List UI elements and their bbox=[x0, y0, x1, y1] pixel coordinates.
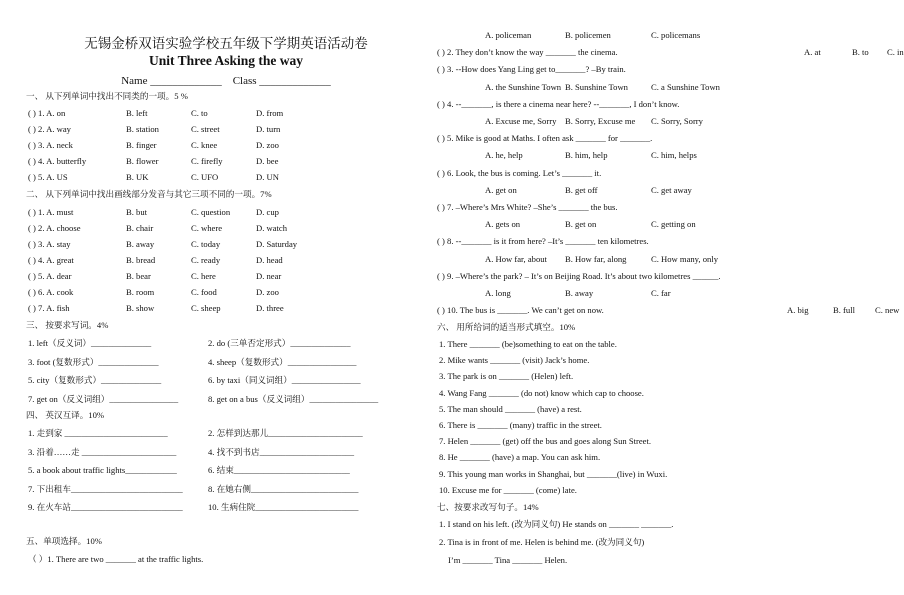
option-c: C. firefly bbox=[191, 156, 223, 166]
section-6-heading: 六、 用所给词的适当形式填空。10% bbox=[437, 322, 576, 332]
mc-inline-option: C. new bbox=[875, 305, 900, 316]
question-row-label: ( ) 5. A. dear bbox=[28, 271, 72, 281]
mc-inline-option: A. at bbox=[804, 47, 821, 58]
mc-option-c: C. getting on bbox=[651, 219, 696, 230]
worksheet-title: 无锡金桥双语实验学校五年级下学期英语活动卷 bbox=[84, 36, 368, 51]
fill-in-sentence: 8. He _______ (have) a map. You can ask him. bbox=[439, 452, 601, 463]
word-task-right: 4. sheep（复数形式）________________ bbox=[208, 356, 357, 367]
option-d: D. head bbox=[256, 255, 283, 265]
mc-option-b: B. How far, along bbox=[565, 253, 627, 264]
option-c: C. ready bbox=[191, 255, 221, 265]
rewrite-sentence: I’m _______ Tina _______ Helen. bbox=[448, 555, 568, 565]
question-row-label: ( ) 1. A. must bbox=[28, 207, 74, 217]
word-task-left: 7. get on（反义词组）________________ bbox=[28, 393, 179, 404]
mc-line: ( ) 5. Mike is good at Maths. I often ask _______ for _______. bbox=[437, 133, 653, 144]
mc-line: ( ) 8. --_______ is it from here? –It’s _______ ten kilometres. bbox=[437, 236, 649, 247]
option-d: D. near bbox=[256, 271, 282, 281]
mc-option-b: B. away bbox=[565, 288, 594, 298]
mc-option-c: C. get away bbox=[651, 184, 692, 195]
mc-option-b: B. Sorry, Excuse me bbox=[565, 116, 636, 126]
translation-right: 10. 生病住院________________________ bbox=[208, 502, 359, 512]
option-c: C. UFO bbox=[191, 172, 219, 182]
option-d: D. cup bbox=[256, 207, 279, 217]
mc-line: ( ) 6. Look, the bus is coming. Let’s _______ it. bbox=[437, 167, 602, 178]
section-7-heading: 七、按要求改写句子。14% bbox=[437, 502, 539, 512]
mc-line: ( ) 7. –Where’s Mrs White? –She’s _______ the bus. bbox=[437, 202, 618, 212]
option-c: C. where bbox=[191, 223, 223, 233]
translation-left: 5. a book about traffic lights____________ bbox=[28, 465, 177, 475]
mc-option-c: C. a Sunshine Town bbox=[651, 81, 720, 92]
question-row-label: ( ) 4. A. great bbox=[28, 255, 74, 265]
question-row-label: ( ) 5. A. US bbox=[28, 172, 68, 182]
mc-line: A. get on bbox=[485, 184, 517, 195]
translation-left: 1. 走到家 ________________________ bbox=[28, 428, 168, 438]
section-4-heading: 四、 英汉互译。10% bbox=[26, 410, 105, 420]
unit-title: Unit Three Asking the way bbox=[148, 53, 304, 68]
fill-in-sentence: 2. Mike wants _______ (visit) Jack’s home. bbox=[439, 355, 590, 366]
option-b: B. bear bbox=[126, 271, 151, 281]
translation-left: 9. 在火车站__________________________ bbox=[28, 502, 183, 512]
option-b: B. but bbox=[126, 207, 148, 217]
mc-option-b: B. get on bbox=[565, 219, 597, 230]
mc-option-c: C. far bbox=[651, 288, 671, 298]
translation-left: 7. 下出租车__________________________ bbox=[28, 483, 183, 494]
question-row-label: ( ) 4. A. butterfly bbox=[28, 156, 87, 166]
option-d: D. three bbox=[256, 303, 284, 313]
option-c: C. sheep bbox=[191, 303, 221, 313]
option-d: D. zoo bbox=[256, 140, 279, 150]
option-d: D. UN bbox=[256, 172, 279, 182]
option-d: D. bee bbox=[256, 156, 279, 166]
translation-right: 6. 结束___________________________ bbox=[208, 465, 350, 475]
name-class-line bbox=[26, 75, 426, 87]
mc-line: ( ) 3. --How does Yang Ling get to_______? –By train. bbox=[437, 64, 626, 75]
translation-right: 2. 怎样到达那儿______________________ bbox=[208, 428, 363, 438]
mc-option-c: C. policemans bbox=[651, 30, 701, 40]
fill-in-sentence: 7. Helen _______ (get) off the bus and goes along Sun Street. bbox=[439, 436, 652, 447]
option-c: C. question bbox=[191, 207, 231, 217]
fill-in-sentence: 5. The man should _______ (have) a rest. bbox=[439, 403, 582, 414]
mc-line: A. the Sunshine Town bbox=[485, 81, 562, 92]
option-d: D. from bbox=[256, 108, 284, 118]
rewrite-sentence: 2. Tina is in front of me. Helen is behind me. (改为同义句) bbox=[439, 537, 645, 547]
section-1-heading: 一、 从下列单词中找出不同类的一项。5 % bbox=[26, 91, 188, 101]
class-field[interactable]: Class _____________ bbox=[232, 75, 331, 87]
word-task-right: 2. do (三单否定形式）______________ bbox=[208, 338, 351, 348]
section-3-heading: 三、 按要求写词。4% bbox=[26, 320, 109, 330]
question-row-label: ( ) 3. A. stay bbox=[28, 239, 71, 249]
option-c: C. to bbox=[191, 108, 208, 118]
option-b: B. show bbox=[126, 303, 155, 313]
fill-in-sentence: 6. There is _______ (many) traffic in the street. bbox=[439, 420, 602, 430]
mc-line: ( ) 9. –Where’s the park? – It’s on Beijing Road. It’s about two kilometres ______. bbox=[437, 270, 721, 281]
section-5-heading: 五、单项选择。10% bbox=[26, 536, 102, 546]
option-d: D. zoo bbox=[256, 287, 279, 297]
name-field[interactable]: Name _____________ bbox=[121, 75, 222, 87]
word-task-left: 1. left（反义词）______________ bbox=[28, 338, 152, 348]
mc-line: A. he, help bbox=[485, 150, 523, 161]
word-task-right: 8. get on a bus（反义词组）________________ bbox=[208, 393, 379, 404]
option-d: D. Saturday bbox=[256, 239, 298, 249]
fill-in-sentence: 1. There _______ (be)something to eat on the table. bbox=[439, 339, 617, 349]
section-2-heading: 二、 从下列单词中找出画线部分发音与其它三项不同的一项。7% bbox=[26, 189, 272, 199]
option-d: D. watch bbox=[256, 223, 288, 233]
option-b: B. flower bbox=[126, 156, 159, 166]
translation-right: 8. 在她右侧_________________________ bbox=[208, 483, 359, 494]
mc-option-c: C. How many, only bbox=[651, 253, 718, 264]
mc-inline-option: B. full bbox=[833, 305, 855, 316]
question-row-label: ( ) 1. A. on bbox=[28, 108, 66, 118]
translation-right: 4. 找不到书店______________________ bbox=[208, 446, 355, 457]
option-b: B. station bbox=[126, 124, 159, 134]
question-row-label: ( ) 6. A. cook bbox=[28, 287, 74, 297]
mc-option-b: B. him, help bbox=[565, 150, 608, 161]
mc-line: A. Excuse me, Sorry bbox=[485, 116, 557, 126]
fill-in-sentence: 10. Excuse me for _______ (come) late. bbox=[439, 484, 577, 495]
option-c: C. street bbox=[191, 124, 220, 134]
mc-inline-option: A. big bbox=[787, 305, 809, 316]
mc-inline-option: B. to bbox=[852, 47, 869, 58]
mc-line: ( ) 4. --_______, is there a cinema near here? --_______, I don’t know. bbox=[437, 98, 680, 109]
fill-in-sentence: 3. The park is on _______ (Helen) left. bbox=[439, 371, 574, 382]
option-c: C. here bbox=[191, 271, 216, 281]
mc-line: ( ) 2. They don’t know the way _______ the cinema. bbox=[437, 47, 618, 58]
word-task-left: 5. city（复数形式）______________ bbox=[28, 375, 162, 385]
option-b: B. UK bbox=[126, 172, 149, 182]
word-task-left: 3. foot (复数形式）______________ bbox=[28, 356, 159, 367]
question-row-label: ( ) 2. A. way bbox=[28, 124, 71, 134]
fill-in-sentence: 9. This young man works in Shanghai, but _______(live) in Wuxi. bbox=[439, 468, 668, 479]
option-c: C. knee bbox=[191, 140, 218, 150]
word-task-right: 6. by taxi（同义词组）________________ bbox=[208, 375, 361, 385]
fill-in-sentence: 4. Wang Fang _______ (do not) know which cap to choose. bbox=[439, 387, 644, 398]
mc-inline-option: C. in bbox=[887, 47, 904, 58]
option-b: B. room bbox=[126, 287, 155, 297]
rewrite-sentence: 1. I stand on his left. (改为同义句) He stands on _______ _______. bbox=[439, 519, 674, 529]
mc-line: A. long bbox=[485, 288, 511, 298]
question-row-label: ( ) 7. A. fish bbox=[28, 303, 70, 313]
option-c: C. today bbox=[191, 239, 221, 249]
question-row-label: ( ) 2. A. choose bbox=[28, 223, 81, 233]
mc-line: A. gets on bbox=[485, 219, 521, 230]
option-b: B. away bbox=[126, 239, 155, 249]
mc-option-b: B. get off bbox=[565, 184, 598, 195]
option-c: C. food bbox=[191, 287, 217, 297]
mc-option-b: B. policemen bbox=[565, 30, 611, 40]
option-d: D. turn bbox=[256, 124, 281, 134]
option-b: B. left bbox=[126, 108, 148, 118]
translation-left: 3. 沿着……走 ______________________ bbox=[28, 446, 177, 457]
mc-option-c: C. Sorry, Sorry bbox=[651, 116, 703, 126]
option-b: B. bread bbox=[126, 255, 156, 265]
mc-line: ( ) 10. The bus is _______. We can’t get on now. bbox=[437, 305, 604, 316]
question-row-label: ( ) 3. A. neck bbox=[28, 140, 73, 150]
mc-option-c: C. him, helps bbox=[651, 150, 697, 161]
mc-line: A. How far, about bbox=[485, 253, 547, 264]
mc-option-b: B. Sunshine Town bbox=[565, 81, 628, 92]
option-b: B. chair bbox=[126, 223, 154, 233]
option-b: B. finger bbox=[126, 140, 157, 150]
mc-line: A. policeman bbox=[485, 30, 532, 40]
mc-question-1: （ ）1. There are two _______ at the traffic lights. bbox=[28, 554, 204, 564]
